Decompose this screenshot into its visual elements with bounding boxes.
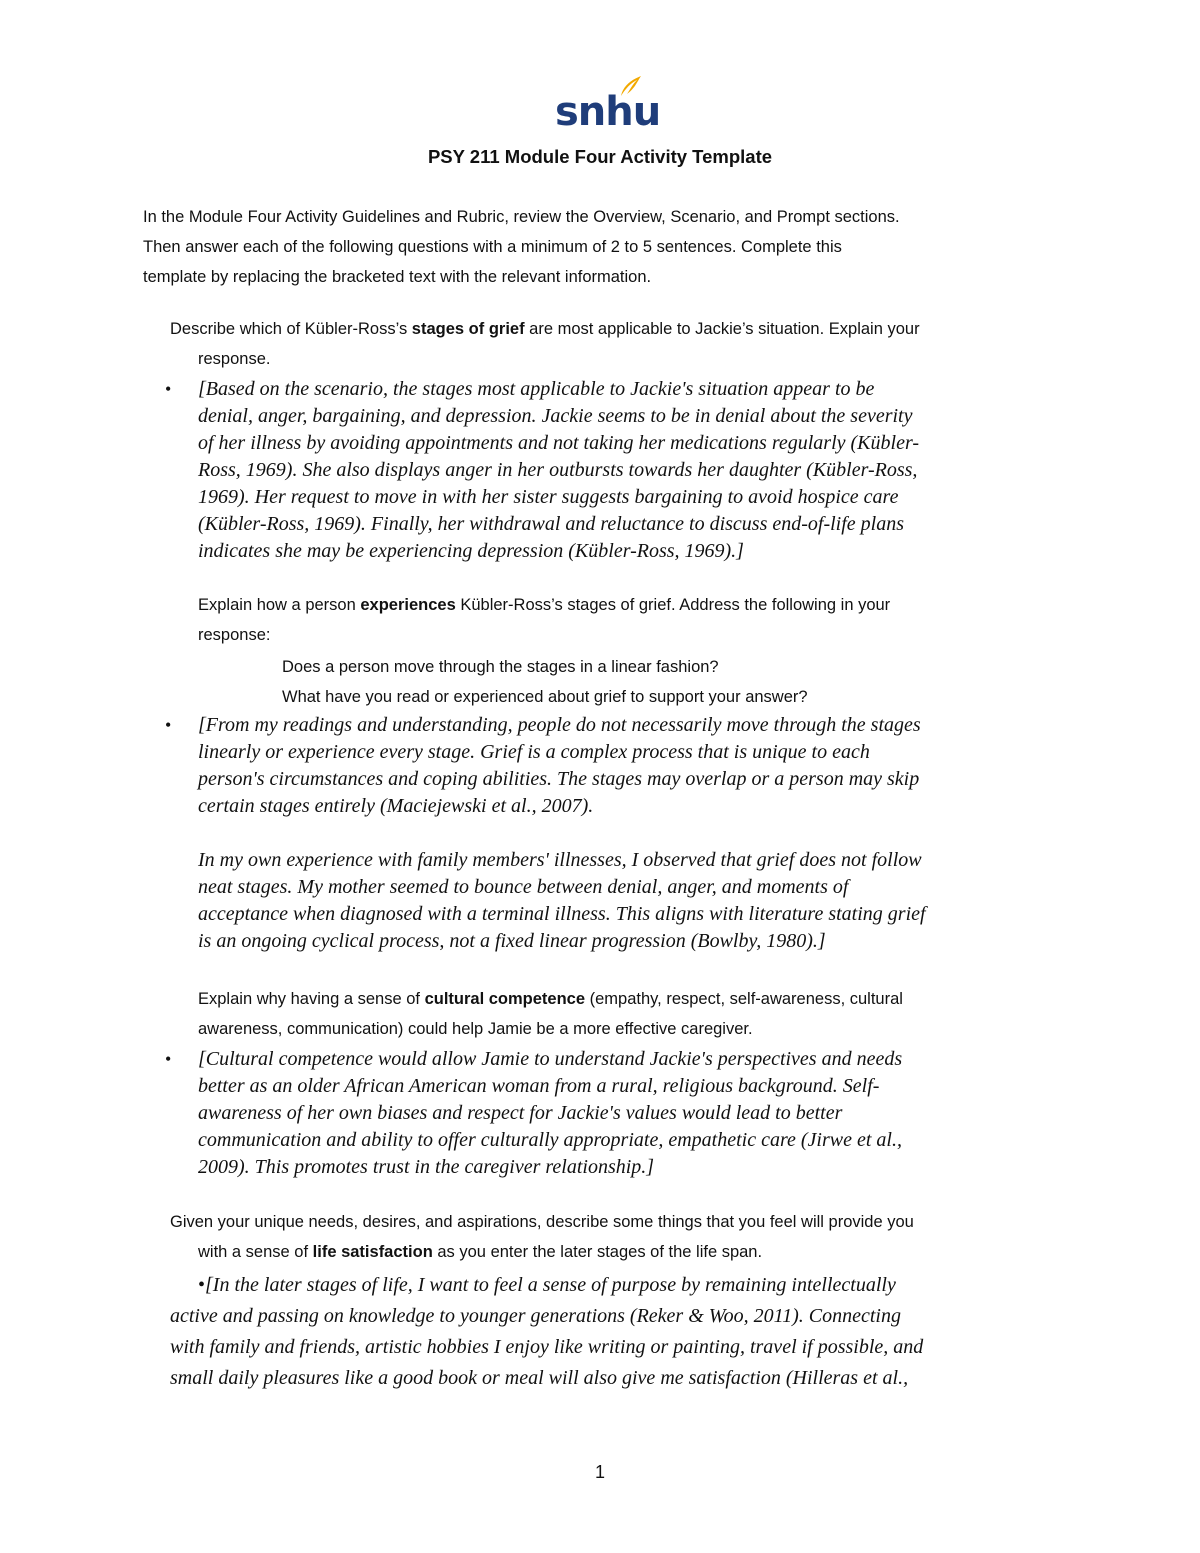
answer-line: is an ongoing cyclical process, not a fixed linear progression (Bowlby, 1980).] — [198, 930, 826, 952]
answer-line: denial, anger, bargaining, and depression. Jackie seems to be in denial about the severity — [198, 405, 913, 427]
question-text: Kübler-Ross’s stages of grief. Address the following in your — [455, 596, 891, 614]
bullet-icon: • — [198, 1274, 206, 1296]
answer-4 — [170, 1270, 1070, 1394]
question-text: response: — [198, 626, 271, 644]
question-text: Given your unique needs, desires, and aspirations, describe some things that you feel will provide you — [170, 1213, 914, 1231]
bullet-icon: • — [165, 715, 172, 735]
question-text: (empathy, respect, self-awareness, cultural — [585, 990, 903, 1008]
answer-line: certain stages entirely (Maciejewski et al., 2007). — [198, 795, 594, 817]
answer-line: 2009). This promotes trust in the caregiver relationship.] — [198, 1156, 655, 1178]
question-4 — [170, 1207, 1090, 1267]
question-1 — [170, 314, 1090, 374]
answer-line: linearly or experience every stage. Grief is a complex process that is unique to each — [198, 741, 870, 763]
answer-line: awareness of her own biases and respect for Jackie's values would lead to better — [198, 1102, 843, 1124]
question-text: Explain how a person — [198, 596, 361, 614]
page-title: PSY 211 Module Four Activity Template — [427, 146, 773, 167]
answer-line: neat stages. My mother seemed to bounce between denial, anger, and moments of — [198, 876, 849, 898]
intro-line: Then answer each of the following questions with a minimum of 2 to 5 sentences. Complete this — [143, 238, 842, 256]
question-2 — [198, 590, 1078, 650]
answer-line: [From my readings and understanding, people do not necessarily move through the stages — [198, 714, 921, 736]
question-text: Describe which of Kübler-Ross’s — [170, 320, 412, 338]
answer-line: active and passing on knowledge to younger generations (Reker & Woo, 2011). Connecting — [170, 1305, 901, 1327]
answer-line: Ross, 1969). She also displays anger in her outbursts towards her daughter (Kübler-Ross, — [198, 459, 918, 481]
question-keyword: experiences — [360, 596, 456, 614]
answer-line: with family and friends, artistic hobbies I enjoy like writing or painting, travel if possible, and — [170, 1336, 924, 1358]
answer-line: indicates she may be experiencing depression (Kübler-Ross, 1969).] — [198, 540, 744, 562]
answer-3 — [198, 1046, 1068, 1181]
answer-line: [Cultural competence would allow Jamie to understand Jackie's perspectives and needs — [198, 1048, 903, 1070]
answer-line: of her illness by avoiding appointments and not taking her medications regularly (Kübler- — [198, 432, 919, 454]
answer-line: [In the later stages of life, I want to feel a sense of purpose by remaining intellectually — [205, 1274, 896, 1296]
question-text — [170, 1237, 1090, 1267]
sub-question: Does a person move through the stages in a linear fashion? — [282, 658, 719, 676]
answer-1 — [198, 376, 1068, 565]
bullet-icon: • — [165, 1049, 172, 1069]
answer-line: small daily pleasures like a good book or meal will also give me satisfaction (Hilleras et al., — [170, 1367, 909, 1389]
bullet-icon: • — [165, 379, 172, 399]
question-text: as you enter the later stages of the life span. — [432, 1243, 763, 1261]
intro-paragraph — [143, 202, 1103, 292]
answer-line: acceptance when diagnosed with a terminal illness. This aligns with literature stating grief — [198, 903, 926, 925]
intro-line: In the Module Four Activity Guidelines and Rubric, review the Overview, Scenario, and Prompt sections. — [143, 208, 900, 226]
answer-line: In my own experience with family members' illnesses, I observed that grief does not follow — [198, 849, 922, 871]
question-text: with a sense of — [198, 1243, 313, 1261]
question-keyword: cultural competence — [424, 990, 586, 1008]
answer-line: (Kübler-Ross, 1969). Finally, her withdrawal and reluctance to discuss end-of-life plans — [198, 513, 905, 535]
answer-line: communication and ability to offer culturally appropriate, empathetic care (Jirwe et al., — [198, 1129, 902, 1151]
answer-line: better as an older African American woman from a rural, religious background. Self- — [198, 1075, 880, 1097]
answer-2-paragraph-1 — [198, 712, 1068, 820]
question-keyword: life satisfaction — [312, 1243, 433, 1261]
intro-line: template by replacing the bracketed text with the relevant information. — [143, 268, 652, 286]
answer-line — [170, 1274, 896, 1296]
question-text: awareness, communication) could help Jamie be a more effective caregiver. — [198, 1020, 753, 1038]
snhu-logo — [555, 74, 661, 135]
answer-line: [Based on the scenario, the stages most applicable to Jackie's situation appear to be — [198, 378, 875, 400]
answer-line: person's circumstances and coping abilities. The stages may overlap or a person may skip — [198, 768, 920, 790]
question-keyword: stages of grief — [411, 320, 525, 338]
page-number: 1 — [594, 1462, 605, 1482]
question-text: response. — [198, 350, 271, 368]
question-text: are most applicable to Jackie’s situation. Explain your — [524, 320, 920, 338]
answer-line: 1969). Her request to move in with her sister suggests bargaining to avoid hospice care — [198, 486, 899, 508]
answer-2-paragraph-2 — [198, 847, 1068, 955]
question-text: Explain why having a sense of — [198, 990, 425, 1008]
question-3 — [198, 984, 1078, 1044]
logo-wordmark: snhu — [555, 89, 661, 135]
sub-question: What have you read or experienced about grief to support your answer? — [282, 688, 808, 706]
